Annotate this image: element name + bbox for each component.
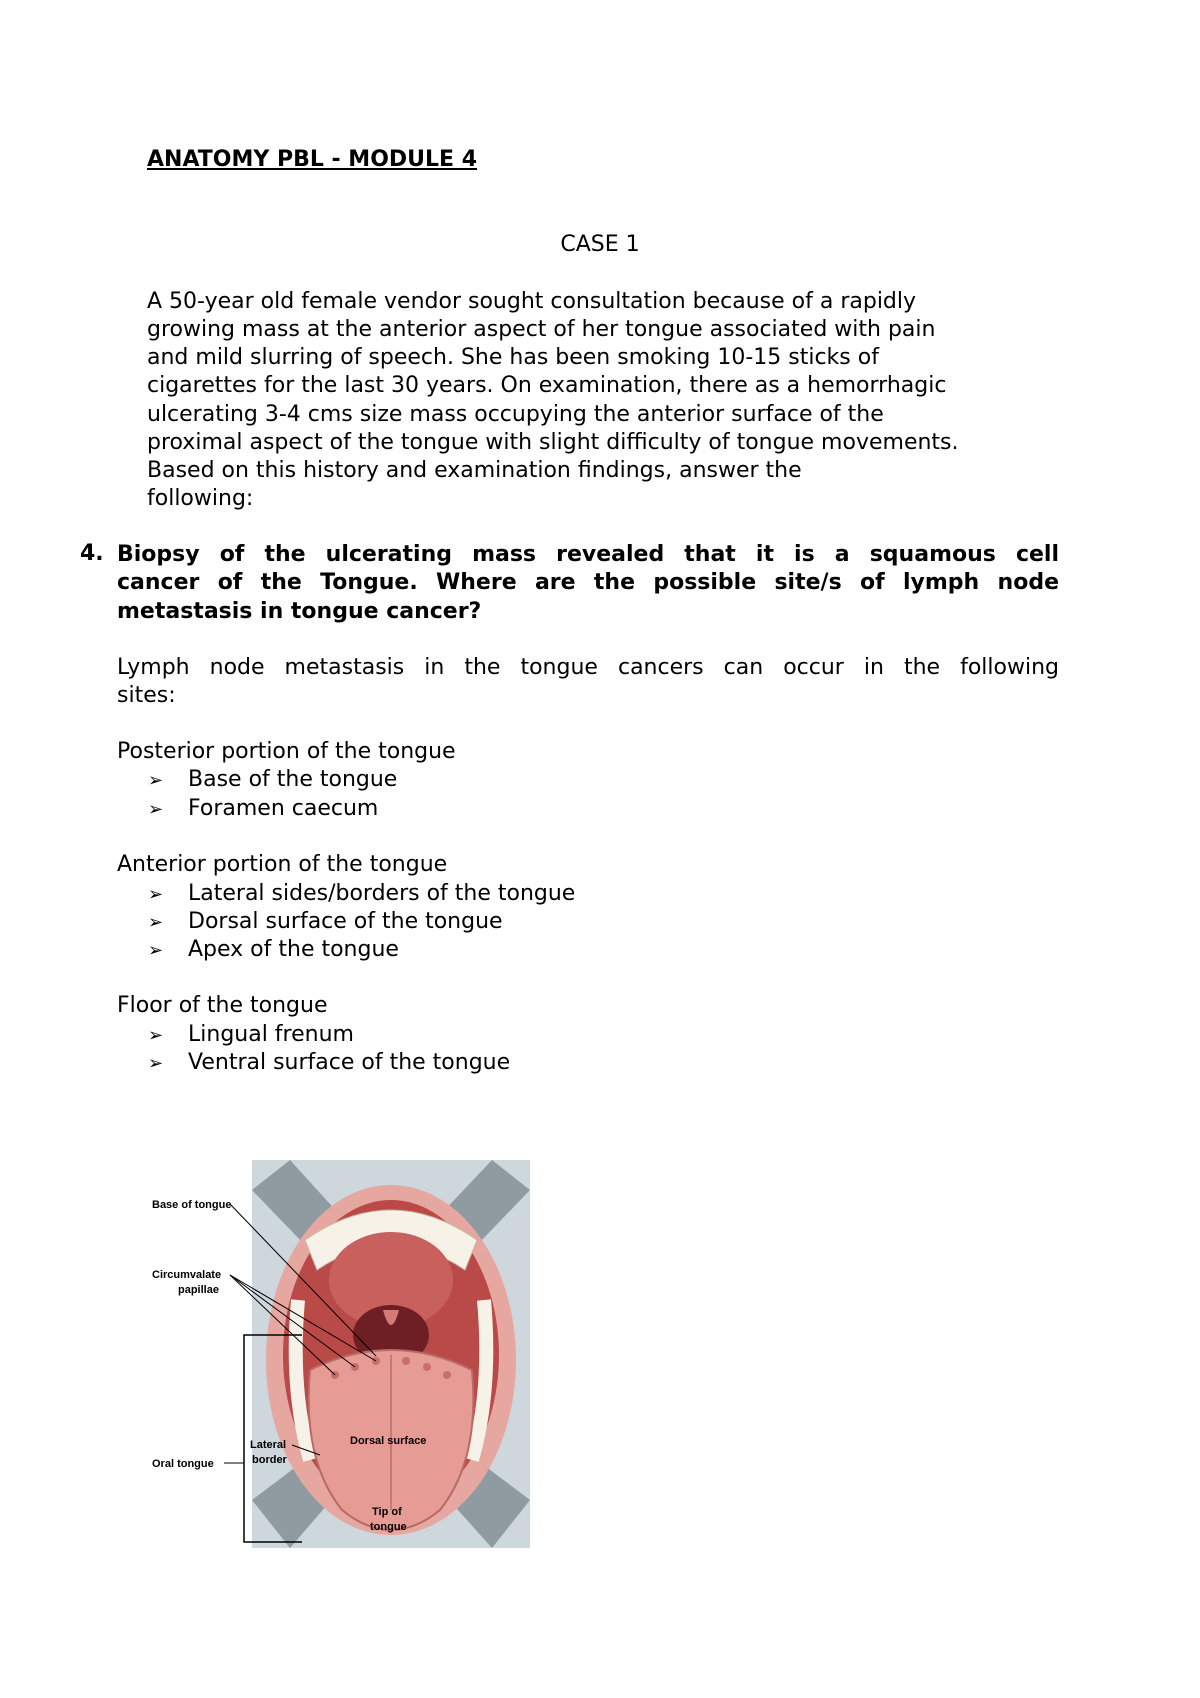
question-number: 4. [80,541,104,566]
label-tip-1: Tip of [372,1506,402,1518]
document-title: ANATOMY PBL - MODULE 4 [147,147,478,172]
question-line: metastasis in tongue cancer? [117,599,482,624]
list-item: ➢ Base of the tongue [148,767,398,792]
papilla [402,1357,410,1365]
case-text-line: growing mass at the anterior aspect of her tongue associated with pain [147,317,936,342]
list-item: ➢ Apex of the tongue [148,937,399,962]
list-item: ➢ Dorsal surface of the tongue [148,909,503,934]
case-text-line: and mild slurring of speech. She has been smoking 10-15 sticks of [147,345,879,370]
answer-intro-line: Lymph node metastasis in the tongue cancers can occur in the following [117,655,1059,680]
case-label: CASE 1 [560,232,640,257]
label-oral-tongue: Oral tongue [152,1458,214,1470]
case-text-line: following: [147,486,254,511]
list-item: ➢ Ventral surface of the tongue [148,1050,511,1075]
papilla [443,1371,451,1379]
papilla [423,1363,431,1371]
list-item: ➢ Foramen caecum [148,796,379,821]
arrow-bullet-icon: ➢ [148,799,164,820]
case-text-line: ulcerating 3-4 cms size mass occupying the anterior surface of the [147,402,884,427]
case-text-line: proximal aspect of the tongue with slight difficulty of tongue movements. [147,430,959,455]
list-item: ➢ Lingual frenum [148,1022,354,1047]
label-tip-2: tongue [370,1521,407,1533]
arrow-bullet-icon: ➢ [148,1053,164,1074]
tongue-anatomy-figure [140,1160,540,1560]
label-lateral-2: border [252,1454,287,1466]
arrow-bullet-icon: ➢ [148,770,164,791]
group-heading-anterior: Anterior portion of the tongue [117,852,448,877]
arrow-bullet-icon: ➢ [148,884,164,905]
question-line: cancer of the Tongue. Where are the possible site/s of lymph node [117,570,1059,595]
group-heading-posterior: Posterior portion of the tongue [117,739,456,764]
label-dorsal-surface: Dorsal surface [350,1435,427,1447]
label-lateral-1: Lateral [250,1439,287,1451]
arrow-bullet-icon: ➢ [148,940,164,961]
case-text-line: Based on this history and examination findings, answer the [147,458,802,483]
arrow-bullet-icon: ➢ [148,1025,164,1046]
label-circumvallate-2: papillae [178,1284,219,1296]
group-heading-floor: Floor of the tongue [117,993,328,1018]
case-text-line: A 50-year old female vendor sought consultation because of a rapidly [147,289,917,314]
case-text-line: cigarettes for the last 30 years. On examination, there as a hemorrhagic [147,373,947,398]
arrow-bullet-icon: ➢ [148,912,164,933]
label-circumvallate-1: Circumvalate [152,1269,222,1281]
list-item: ➢ Lateral sides/borders of the tongue [148,881,576,906]
answer-intro-line: sites: [117,683,176,708]
question-line: Biopsy of the ulcerating mass revealed that it is a squamous cell [117,542,1059,567]
label-base-of-tongue: Base of tongue [152,1199,232,1211]
